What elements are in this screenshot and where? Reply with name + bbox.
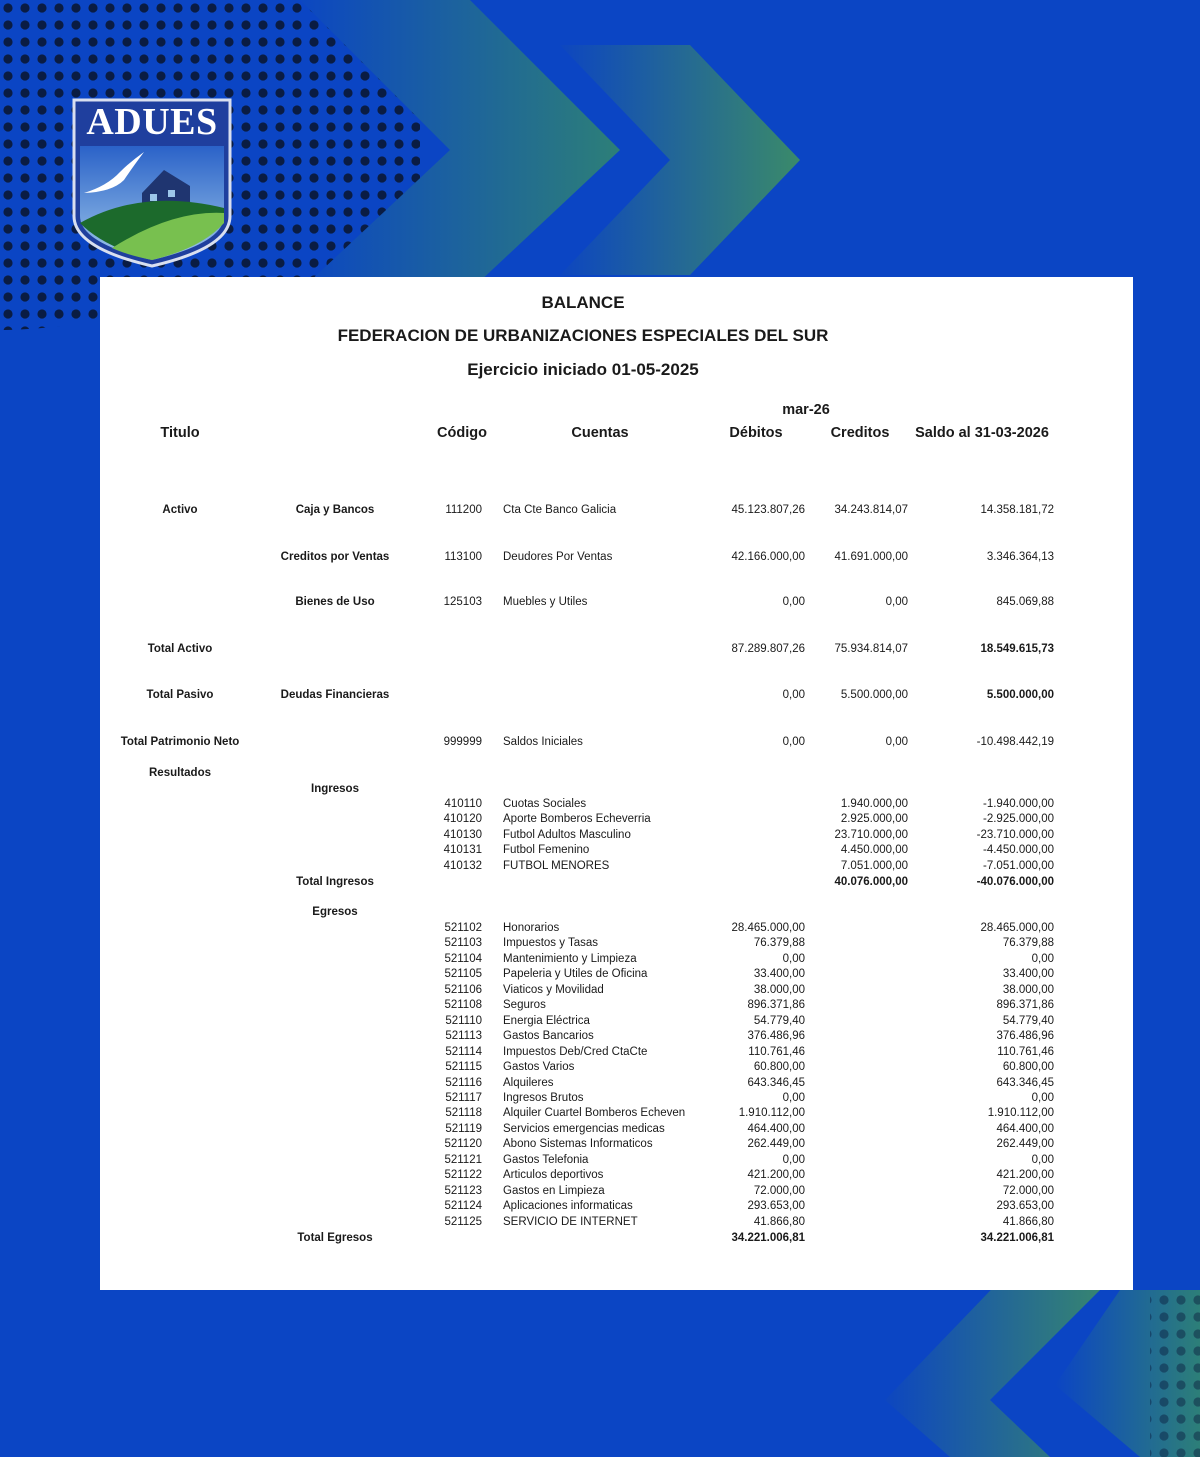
row-title: Total Pasivo: [146, 689, 214, 701]
egreso-balance: 1.910.112,00: [987, 1107, 1054, 1120]
egreso-code: 521103: [444, 937, 482, 950]
egreso-code: 521113: [445, 1030, 482, 1043]
row-account: Deudores Por Ventas: [503, 551, 613, 563]
egreso-balance: 421.200,00: [996, 1169, 1054, 1182]
balance-sheet: [100, 277, 1133, 1290]
egreso-debit: 464.400,00: [747, 1122, 805, 1135]
total-ingresos-label: Total Ingresos: [296, 876, 374, 888]
row-balance: 3.346.364,13: [986, 551, 1054, 563]
egreso-code: 521119: [445, 1122, 482, 1135]
organization-name: FEDERACION DE URBANIZACIONES ESPECIALES DEL SUR: [337, 326, 829, 345]
ingreso-balance: -7.051.000,00: [983, 859, 1054, 872]
row-credit: 41.691.000,00: [834, 551, 908, 563]
egreso-balance: 0,00: [1031, 1091, 1054, 1104]
egreso-balance: 54.779,40: [1002, 1014, 1054, 1027]
column-header-saldo: Saldo al 31-03-2026: [915, 425, 1049, 441]
ingreso-account: Futbol Femenino: [503, 844, 590, 857]
egreso-account: Gastos Bancarios: [503, 1030, 594, 1043]
row-code: 111200: [445, 504, 482, 516]
ingreso-account: Aporte Bomberos Echeverria: [503, 813, 651, 826]
ingreso-account: FUTBOL MENORES: [503, 859, 610, 872]
egreso-debit: 41.866,80: [753, 1215, 805, 1228]
ingreso-account: Futbol Adultos Masculino: [503, 828, 631, 841]
row-debit: 42.166.000,00: [731, 551, 805, 563]
egreso-code: 521104: [444, 952, 482, 965]
row-code: 113100: [444, 551, 482, 563]
egreso-balance: 33.400,00: [1002, 968, 1054, 981]
ingreso-credit: 1.940.000,00: [840, 798, 908, 810]
ingreso-credit: 7.051.000,00: [840, 859, 908, 872]
total-egresos-debit: 34.221.006,81: [731, 1232, 805, 1244]
row-account: Saldos Iniciales: [503, 736, 583, 748]
row-credit: 5.500.000,00: [840, 689, 908, 701]
ingreso-balance: -4.450.000,00: [983, 844, 1054, 857]
row-account: Muebles y Utiles: [503, 596, 588, 608]
egreso-debit: 293.653,00: [747, 1200, 805, 1213]
egreso-balance: 376.486,96: [996, 1030, 1054, 1043]
row-debit: 45.123.807,26: [731, 504, 805, 516]
egreso-debit: 1.910.112,00: [738, 1107, 805, 1120]
row-balance: -10.498.442,19: [976, 736, 1054, 748]
egreso-balance: 38.000,00: [1002, 983, 1054, 996]
egreso-code: 521120: [444, 1138, 482, 1151]
ingreso-account: Cuotas Sociales: [503, 798, 587, 810]
ingreso-code: 410110: [444, 798, 482, 810]
ingreso-code: 410131: [443, 844, 482, 857]
ingreso-credit: 2.925.000,00: [840, 813, 908, 826]
egreso-balance: 28.465.000,00: [980, 922, 1054, 934]
egreso-balance: 0,00: [1031, 952, 1054, 965]
row-balance: 14.358.181,72: [980, 504, 1054, 516]
egreso-balance: 464.400,00: [996, 1122, 1054, 1135]
egreso-code: 521125: [444, 1215, 482, 1228]
egreso-debit: 28.465.000,00: [731, 922, 805, 934]
egreso-debit: 33.400,00: [753, 968, 805, 981]
row-title: Total Patrimonio Neto: [120, 736, 240, 748]
row-debit: 0,00: [782, 689, 805, 701]
egreso-debit: 54.779,40: [753, 1014, 805, 1027]
row-group: Deudas Financieras: [280, 689, 390, 701]
egreso-account: Energia Eléctrica: [503, 1014, 590, 1027]
row-code: 125103: [443, 596, 482, 608]
egreso-account: SERVICIO DE INTERNET: [503, 1215, 638, 1228]
row-code: 999999: [443, 736, 482, 748]
egreso-debit: 376.486,96: [747, 1030, 805, 1043]
egreso-account: Impuestos Deb/Cred CtaCte: [503, 1045, 648, 1058]
month-label: mar-26: [782, 402, 830, 418]
egreso-code: 521116: [445, 1076, 482, 1089]
document-title: BALANCE: [541, 293, 625, 312]
ingresos-label: Ingresos: [311, 783, 359, 795]
row-credit: 0,00: [885, 736, 908, 748]
egreso-balance: 41.866,80: [1002, 1215, 1054, 1228]
egreso-balance: 60.800,00: [1002, 1061, 1054, 1074]
total-egresos-label: Total Egresos: [297, 1232, 373, 1244]
egreso-account: Honorarios: [503, 922, 560, 934]
egreso-debit: 38.000,00: [753, 983, 805, 996]
egreso-balance: 110.761,46: [997, 1045, 1054, 1058]
egreso-account: Aplicaciones informaticas: [503, 1200, 633, 1213]
egreso-code: 521122: [444, 1169, 482, 1182]
ingreso-code: 410130: [443, 828, 482, 841]
egreso-debit: 0,00: [782, 1153, 805, 1166]
egreso-debit: 896.371,86: [747, 999, 805, 1012]
egreso-account: Ingresos Brutos: [503, 1091, 584, 1104]
row-credit: 34.243.814,07: [834, 504, 908, 516]
row-title: Total Activo: [147, 643, 213, 655]
egreso-account: Papeleria y Utiles de Oficina: [503, 968, 648, 981]
egreso-balance: 0,00: [1031, 1153, 1054, 1166]
egreso-debit: 262.449,00: [747, 1138, 805, 1151]
egresos-label: Egresos: [312, 906, 358, 918]
ingreso-balance: -23.710.000,00: [976, 828, 1054, 841]
egreso-code: 521114: [445, 1045, 482, 1058]
egreso-account: Alquiler Cuartel Bomberos Echeven: [503, 1107, 686, 1120]
column-header-creditos: Creditos: [830, 425, 890, 441]
egreso-balance: 896.371,86: [996, 999, 1054, 1012]
egreso-code: 521105: [444, 968, 482, 981]
column-header-cuentas: Cuentas: [571, 425, 629, 441]
total-ingresos-balance: -40.076.000,00: [976, 876, 1054, 888]
egreso-debit: 0,00: [782, 952, 805, 965]
column-header-debitos: Débitos: [729, 425, 783, 441]
row-debit: 87.289.807,26: [731, 643, 805, 655]
egreso-account: Viaticos y Movilidad: [503, 983, 604, 996]
egreso-code: 521108: [444, 999, 482, 1012]
egreso-account: Seguros: [503, 999, 546, 1012]
total-egresos-balance: 34.221.006,81: [980, 1232, 1054, 1244]
logo-text: ADUES: [86, 101, 218, 143]
egreso-account: Gastos Varios: [503, 1061, 575, 1074]
egreso-account: Articulos deportivos: [503, 1169, 604, 1182]
egreso-code: 521118: [445, 1107, 482, 1120]
row-group: Bienes de Uso: [295, 596, 375, 608]
ingreso-code: 410132: [443, 859, 482, 872]
ingreso-balance: -2.925.000,00: [983, 813, 1054, 826]
egreso-code: 521102: [444, 922, 482, 934]
row-account: Cta Cte Banco Galicia: [503, 504, 617, 516]
row-credit: 0,00: [885, 596, 908, 608]
row-balance: 845.069,88: [996, 596, 1054, 608]
egreso-debit: 110.761,46: [748, 1045, 805, 1058]
egreso-code: 521106: [444, 983, 482, 996]
egreso-balance: 76.379,88: [1002, 937, 1054, 950]
row-group: Creditos por Ventas: [280, 551, 390, 563]
egreso-debit: 60.800,00: [753, 1061, 805, 1074]
resultados-title: Resultados: [149, 767, 211, 779]
egreso-account: Impuestos y Tasas: [503, 937, 599, 950]
egreso-code: 521110: [445, 1014, 482, 1027]
egreso-code: 521124: [444, 1200, 482, 1213]
egreso-code: 521121: [444, 1153, 482, 1166]
egreso-balance: 72.000,00: [1002, 1184, 1054, 1197]
egreso-account: Servicios emergencias medicas: [503, 1122, 665, 1135]
row-title: Activo: [162, 504, 198, 516]
row-balance: 5.500.000,00: [986, 689, 1054, 701]
row-balance: 18.549.615,73: [980, 643, 1054, 655]
ingreso-balance: -1.940.000,00: [983, 798, 1054, 810]
egreso-debit: 643.346,45: [747, 1076, 805, 1089]
column-header-codigo: Código: [437, 425, 487, 441]
egreso-balance: 293.653,00: [996, 1200, 1054, 1213]
column-header-titulo: Titulo: [160, 425, 200, 441]
ingreso-code: 410120: [443, 813, 482, 826]
total-ingresos-credit: 40.076.000,00: [834, 876, 908, 888]
egreso-debit: 421.200,00: [747, 1169, 805, 1182]
row-debit: 0,00: [782, 736, 805, 748]
egreso-account: Mantenimiento y Limpieza: [503, 952, 637, 965]
egreso-debit: 72.000,00: [753, 1184, 805, 1197]
period-label: Ejercicio iniciado 01-05-2025: [467, 360, 699, 379]
egreso-balance: 643.346,45: [996, 1076, 1054, 1089]
ingreso-credit: 23.710.000,00: [834, 828, 908, 841]
egreso-account: Abono Sistemas Informaticos: [503, 1138, 653, 1151]
row-debit: 0,00: [782, 596, 805, 608]
egreso-account: Gastos Telefonia: [503, 1153, 589, 1166]
row-credit: 75.934.814,07: [834, 643, 908, 655]
egreso-debit: 76.379,88: [753, 937, 805, 950]
egreso-account: Gastos en Limpieza: [503, 1184, 605, 1197]
egreso-balance: 262.449,00: [996, 1138, 1054, 1151]
egreso-account: Alquileres: [503, 1076, 554, 1089]
row-group: Caja y Bancos: [295, 504, 375, 516]
ingreso-credit: 4.450.000,00: [840, 844, 908, 857]
egreso-debit: 0,00: [782, 1091, 805, 1104]
egreso-code: 521123: [444, 1184, 482, 1197]
egreso-code: 521117: [445, 1091, 482, 1104]
egreso-code: 521115: [445, 1061, 482, 1074]
